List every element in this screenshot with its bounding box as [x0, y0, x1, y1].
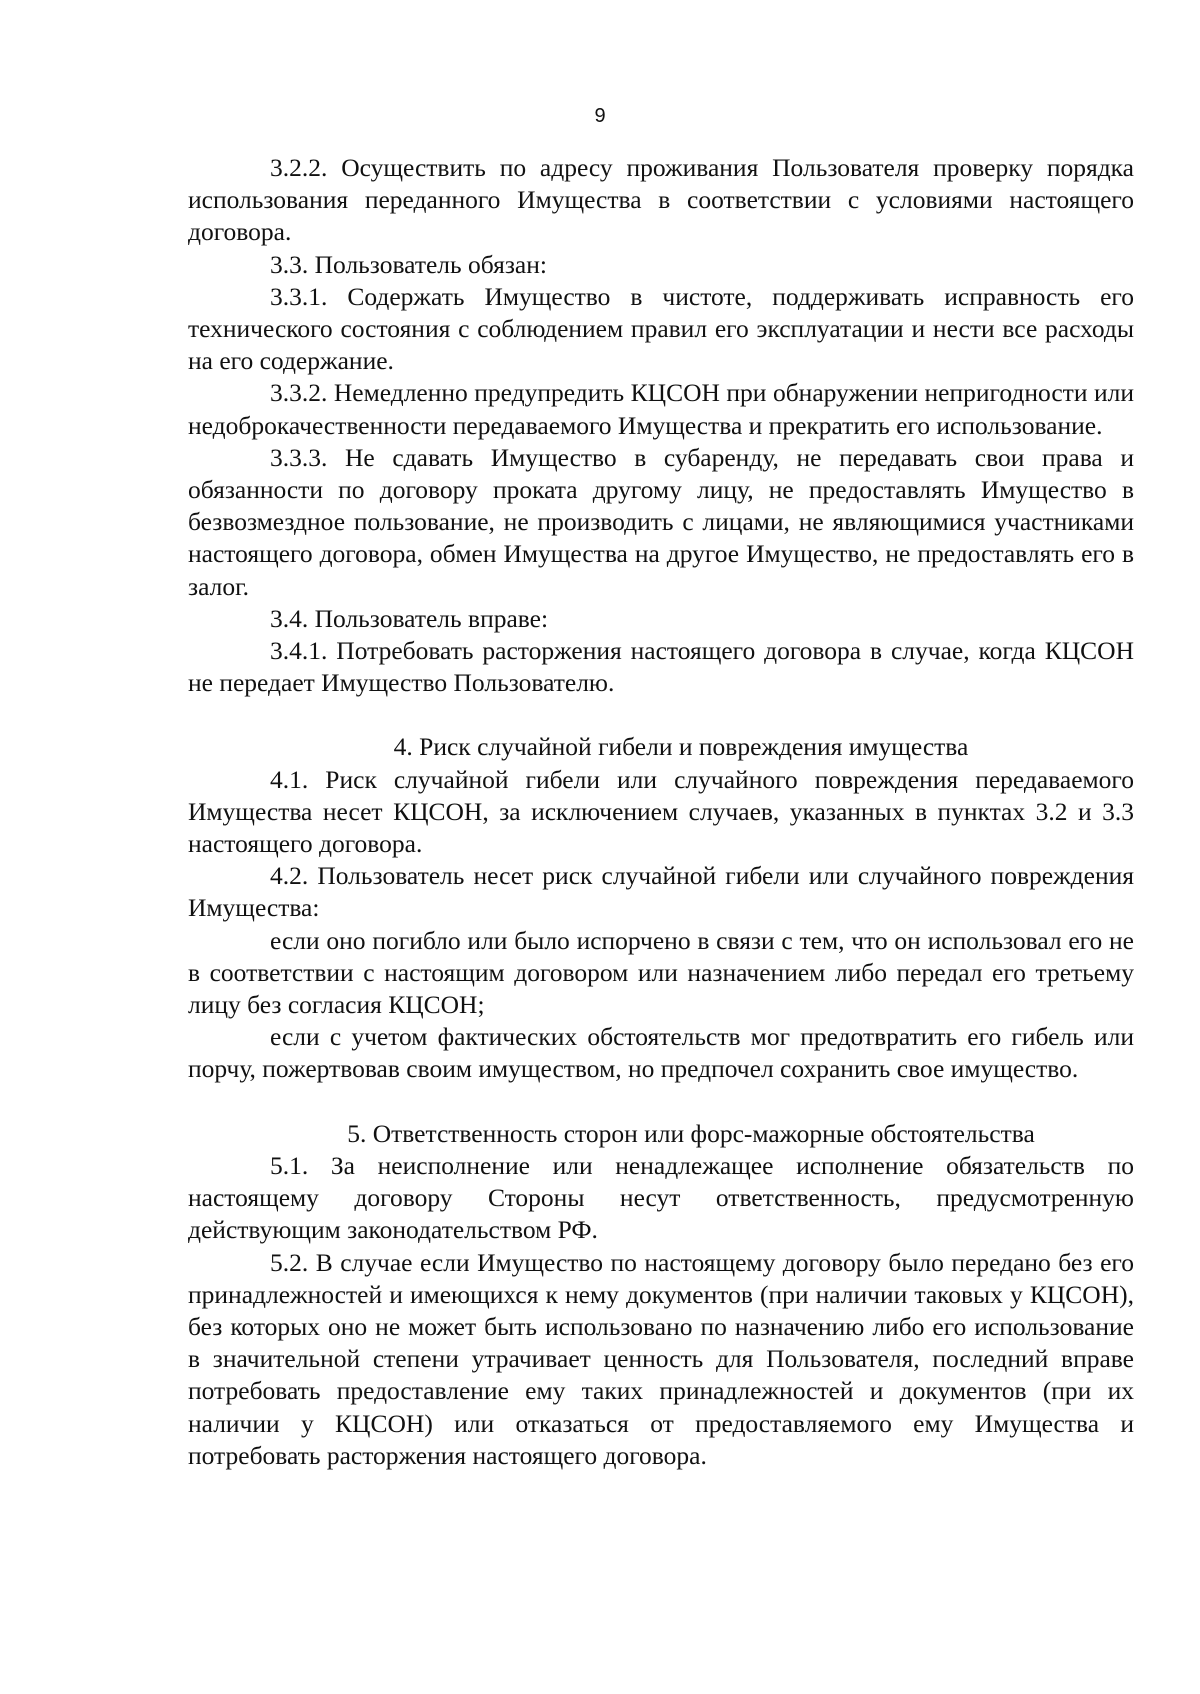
clause-4-2-case-a: если оно погибло или было испорчено в связи с тем, что он использовал его не в соответствии с настоящим договором или назначением либо передал его третьему лицу без согласия КЦСОН;	[188, 925, 1134, 1020]
clause-5-2: 5.2. В случае если Имущество по настоящему договору было передано без его принадлежностей и имеющихся к нему документов (при наличии таковых у КЦСОН), без которых оно не может быть использовано по назначению либо его использование в значительной степени утрачивает ценность для Пользователя, последний вправе потребовать предоставление ему таких принадлежностей и документов (при их наличии у КЦСОН) или отказаться от предоставляемого ему Имущества и потребовать расторжения настоящего договора.	[188, 1247, 1134, 1470]
clause-5-1: 5.1. За неисполнение или ненадлежащее исполнение обязательств по настоящему договору Стороны несут ответственность, предусмотренную действующим законодательством РФ.	[188, 1150, 1134, 1245]
section-4-heading: 4. Риск случайной гибели и повреждения имущества	[393, 732, 969, 762]
section-5-heading: 5. Ответственность сторон или форс-мажорные обстоятельства	[347, 1118, 1035, 1148]
clause-3-3-3: 3.3.3. Не сдавать Имущество в субаренду, не передавать свои права и обязанности по договору проката другому лицу, не предоставлять Имущество в безвозмездное пользование, не производить с лицами, не являющимися участниками настоящего договора, обмен Имущества на другое Имущество, не предоставлять его в залог.	[188, 442, 1134, 601]
clause-3-3: 3.3. Пользователь обязан:	[270, 249, 547, 279]
clause-3-4: 3.4. Пользователь вправе:	[270, 603, 549, 633]
clause-4-2: 4.2. Пользователь несет риск случайной гибели или случайного повреждения Имущества:	[188, 861, 1134, 923]
page-number: 9	[594, 105, 606, 127]
clause-3-4-1: 3.4.1. Потребовать расторжения настоящего договора в случае, когда КЦСОН не передает Имущество Пользователю.	[188, 636, 1134, 698]
clause-4-2-case-b: если с учетом фактических обстоятельств мог предотвратить его гибель или порчу, пожертвовав своим имуществом, но предпочел сохранить свое имущество.	[188, 1022, 1134, 1084]
clause-4-1: 4.1. Риск случайной гибели или случайного повреждения передаваемого Имущества несет КЦСОН, за исключением случаев, указанных в пунктах 3.2 и 3.3 настоящего договора.	[188, 764, 1134, 859]
clause-3-2-2: 3.2.2. Осуществить по адресу проживания Пользователя проверку порядка использования переданного Имущества в соответствии с условиями настоящего договора.	[188, 153, 1134, 247]
clause-3-3-1: 3.3.1. Содержать Имущество в чистоте, поддерживать исправность его технического состояния с соблюдением правил его эксплуатации и нести все расходы на его содержание.	[188, 281, 1134, 376]
clause-3-3-2: 3.3.2. Немедленно предупредить КЦСОН при обнаружении непригодности или недоброкачественности передаваемого Имущества и прекратить его использование.	[188, 378, 1134, 440]
document-body	[188, 152, 1134, 1472]
